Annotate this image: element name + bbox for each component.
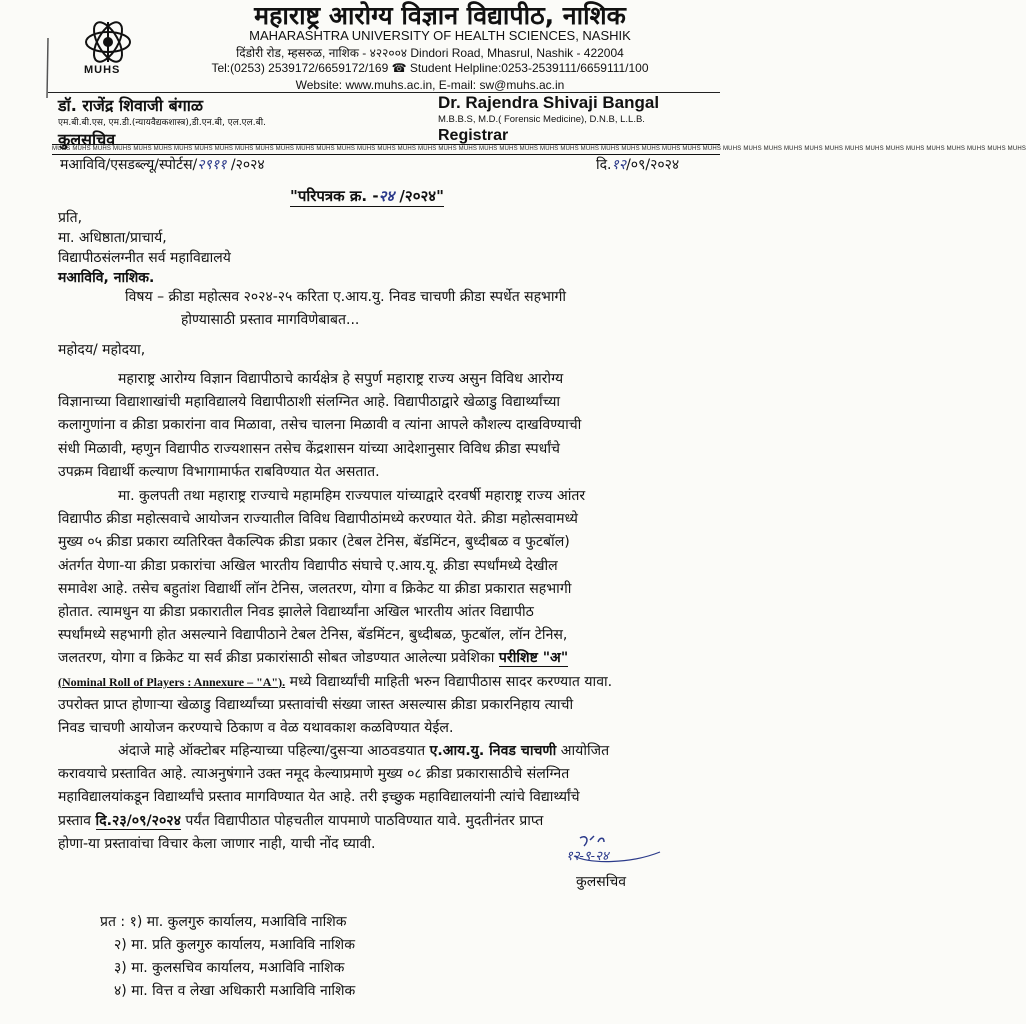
paragraph-line: निवड चाचणी आयोजन करण्याचे ठिकाण व वेळ यथावकाश कळविण्यात येईल.	[58, 719, 454, 736]
university-name-marathi: महाराष्ट्र आरोग्य विज्ञान विद्यापीठ, नाशिक	[254, 1, 626, 30]
paragraph-line	[58, 810, 738, 833]
date-suffix: /०९/२०२४	[626, 157, 680, 173]
paragraph-line: स्पर्धांमध्ये सहभागी होत असल्याने विद्यापीठाने टेबल टेनिस, बॅडमिंटन, बुध्दीबळ, फुटबॉल, लॉन टेनिस,	[58, 627, 568, 644]
annexure-reference-marathi: परीशिष्ट "अ"	[498, 650, 569, 667]
date-prefix: दि.	[596, 157, 612, 173]
paragraph-text: पर्यंत विद्यापीठात पोहचतील यापमाणे पाठविण्यात यावे. मुदतीनंतर प्राप्त	[180, 812, 544, 829]
subject-line-1: विषय – क्रीडा महोत्सव २०२४-२५ करिता ए.आय.यु. निवड चाचणी क्रीडा स्पर्धेत सहभागी	[125, 289, 567, 305]
copy-to-item: १) मा. कुलगुरु कार्यालय, मआविवि नाशिक	[129, 914, 347, 930]
paragraph-text: मध्ये विद्यार्थ्यांची माहिती भरुन विद्यापीठास सादर करण्यात यावा.	[285, 673, 613, 690]
signatory-title-english: Registrar	[438, 127, 509, 144]
circular-handwritten-number: २४	[378, 187, 395, 205]
paragraph-2	[58, 485, 738, 740]
copy-to-list	[100, 912, 347, 931]
university-name-english: MAHARASHTRA UNIVERSITY OF HEALTH SCIENCES, NASHIK	[249, 28, 631, 43]
copy-to-item: २) मा. प्रति कुलगुरु कार्यालय, मआविवि नाशिक	[114, 937, 355, 953]
paragraph-line: संधी मिळावी, म्हणुन विद्यापीठ राज्यशासन तसेच केंद्रशासन यांच्या आदेशानुसार विविध क्रीडा स्पर्धांचे	[58, 440, 560, 457]
paragraph-line: महाराष्ट्र आरोग्य विज्ञान विद्यापीठाचे कार्यक्षेत्र हे सपुर्ण महाराष्ट्र राज्य असुन विविध आरोग्य	[118, 371, 564, 387]
address-line-1: मा. अधिष्ठाता/प्राचार्य,	[58, 230, 167, 246]
paragraph-line: अंतर्गत येणा-या क्रीडा प्रकारांचा अखिल भारतीय विद्यापीठ संघाचे ए.आय.यू. क्रीडा स्पर्धांमध्ये देखील	[58, 557, 558, 574]
paragraph-line: उपक्रम विद्यार्थी कल्याण विभागामार्फत राबविण्यात येत असतात.	[58, 463, 380, 480]
paragraph-text: प्रस्ताव	[58, 812, 96, 829]
address-line-2: विद्यापीठसंलग्नीत सर्व महाविद्यालये	[58, 250, 231, 266]
muhs-security-strip: MUHS MUHS MUHS MUHS MUHS MUHS MUHS MUHS MUHS MUHS MUHS MUHS MUHS MUHS MUHS MUHS MUHS MUHS MUHS MUHS MUHS MUHS MUHS MUHS MUHS MUHS MUHS MUHS MUHS MUHS MUHS MUHS MUHS MUHS MUHS MUHS MUHS MUHS MUHS MUHS MUHS MUHS MUHS MUHS MUHS MUHS MUHS MUHS	[52, 144, 720, 155]
paragraph-line	[58, 740, 738, 763]
university-phone: Tel:(0253) 2539172/6659172/169 ☎ Student Helpline:0253-2539111/6659111/100	[211, 61, 649, 75]
paragraph-line: कलागुणांना व क्रीडा प्रकारांना वाव मिळावा, तसेच चालना मिळावी व त्यांना आपले कौशल्य दाखविण्याची	[58, 417, 582, 434]
letter-date	[596, 155, 679, 174]
signatory-qualification-marathi: एम.बी.बी.एस, एम.डी.(न्यायवैद्यकशास्त्र),डी.एन.बी, एल.एल.बी.	[58, 118, 266, 128]
paragraph-text: आयोजित	[556, 743, 610, 759]
signatory-name-english: Dr. Rajendra Shivaji Bangal	[438, 93, 660, 112]
paragraph-1	[58, 368, 738, 484]
salutation: महोदय/ महोदया,	[58, 342, 146, 358]
university-website: Website: www.muhs.ac.in, E-mail: sw@muhs.ac.in	[295, 78, 565, 92]
paragraph-line: समावेश आहे. तसेच बहुतांश विद्यार्थी लॉन टेनिस, जलतरण, योगा व क्रिकेट या क्रीडा प्रकारात सहभागी	[58, 580, 572, 597]
circular-suffix: /२०२४"	[394, 187, 444, 205]
paragraph-line: होतात. त्यामधुन या क्रीडा प्रकारातील निवड झालेले विद्यार्थ्यांना अखिल भारतीय आंतर विद्यापीठ	[58, 603, 534, 620]
paragraph-line: महाविद्यालयांकडून विद्यार्थ्यांचे प्रस्ताव मागविण्यात येत आहे. तरी इच्छुक महाविद्यालयांनी त्यांचे विद्यार्थ्यांचे	[58, 789, 580, 806]
paragraph-line: विद्यापीठ क्रीडा महोत्सवाचे आयोजन राज्यातील विविध विद्यापीठांमध्ये करण्यात येते. क्रीडा महोत्सवामध्ये	[58, 511, 578, 528]
signature-label: कुलसचिव	[576, 874, 627, 890]
paragraph-text: अंदाजे माहे ऑक्टोबर महिन्याच्या पहिल्या/दुसऱ्या आठवडयात	[118, 743, 430, 759]
annexure-reference-english: (Nominal Roll of Players : Annexure – "A").	[58, 674, 286, 689]
address-to: प्रति,	[58, 210, 83, 226]
paragraph-line	[58, 671, 738, 694]
paragraph-line: मा. कुलपती तथा महाराष्ट्र राज्याचे महामहिम राज्यपाल यांच्याद्वारे दरवर्षी महाराष्ट्र राज्य आंतर	[118, 488, 586, 504]
copy-to-label: प्रत :	[100, 914, 126, 930]
reference-number	[60, 155, 265, 174]
deadline-date: दि.२३/०९/२०२४	[95, 812, 181, 829]
circular-prefix: "परिपत्रक क्र. -	[290, 187, 379, 205]
university-address: दिंडोरी रोड, म्हसरुळ, नाशिक - ४२२००४ Dindori Road, Mhasrul, Nashik - 422004	[236, 46, 624, 60]
paragraph-line: उपरोक्त प्राप्त होणाऱ्या खेळाडु विद्यार्थ्यांच्या प्रस्तावांची संख्या जास्त असल्यास क्रीडा प्रकारनिहाय त्याची	[58, 696, 574, 713]
paragraph-line: मुख्य ०५ क्रीडा प्रकारा व्यतिरिक्त वैकल्पिक क्रीडा प्रकार (टेबल टेनिस, बॅडमिंटन, बुध्दीबळ व फुटबॉल)	[58, 534, 570, 551]
signature-date: १२-९-२४	[566, 849, 609, 864]
subject-line-2: होण्यासाठी प्रस्ताव मागविणेबाबत...	[181, 312, 360, 328]
paragraph-text: जलतरण, योगा व क्रिकेट या सर्व क्रीडा प्रकारांसाठी सोबत जोडण्यात आलेल्या प्रवेशिका	[58, 650, 499, 667]
paragraph-line: करावयाचे प्रस्तावित आहे. त्याअनुषंगाने उक्त नमूद केल्याप्रमाणे मुख्य ०८ क्रीडा प्रकारासाठीचे संलग्नित	[58, 766, 570, 783]
copy-to-item: ३) मा. कुलसचिव कार्यालय, मआविवि नाशिक	[114, 960, 345, 976]
highlight-selection-trial: ए.आय.यु. निवड चाचणी	[429, 743, 557, 759]
margin-pen-mark	[46, 38, 50, 98]
date-handwritten-day: १२	[611, 157, 627, 173]
address-line-3: मआविवि, नाशिक.	[58, 270, 155, 286]
signatory-name-marathi: डॉ. राजेंद्र शिवाजी बंगाळ	[58, 96, 204, 115]
paragraph-line: विज्ञानाच्या विद्याशाखांची महाविद्यालये विद्यापीठाशी संलग्नित आहे. विद्यापीठाद्वारे खेळाडु विद्यार्थ्यांच्या	[58, 394, 561, 411]
reference-suffix: /२०२४	[226, 157, 265, 173]
reference-handwritten-number: २९११	[197, 157, 227, 173]
signatory-title-marathi: कुलसचिव	[58, 130, 116, 149]
paragraph-line: होणा-या प्रस्तावांचा विचार केला जाणार नाही, याची नोंद घ्यावी.	[58, 835, 376, 852]
circular-number	[290, 186, 444, 206]
copy-to-item: ४) मा. वित्त व लेखा अधिकारी मआविवि नाशिक	[114, 983, 356, 999]
paragraph-line	[58, 647, 738, 670]
reference-prefix: मआविवि/एसडब्ल्यू/स्पोर्टस/	[60, 157, 198, 173]
signatory-qualification-english: M.B.B.S, M.D.( Forensic Medicine), D.N.B, L.L.B.	[438, 114, 645, 125]
logo-label: MUHS	[84, 64, 121, 76]
